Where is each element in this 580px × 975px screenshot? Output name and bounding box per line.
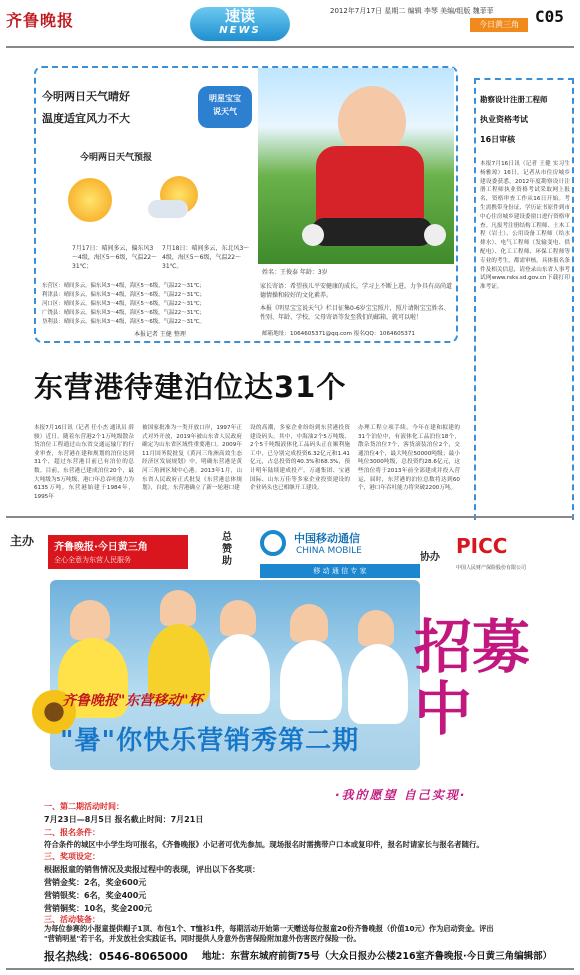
cm-english: CHINA MOBILE <box>296 546 362 556</box>
parent-words: 家长寄语：希望孩儿平安健康的成长，学习上不断上进，力争具有高尚道德情操和较好的文化素养。 <box>260 283 453 299</box>
baby-photo <box>258 68 454 264</box>
detail-line: 根据报童的销售情况及卖报过程中的表现，评出以下各奖项： <box>44 865 260 874</box>
call-for-photos: 本报《明星宝宝说天气》栏目征集0-6岁宝宝照片，照片请附宝宝姓名、性别、年龄、学校，父母寄语等发至我们的邮箱，就可以啦！ <box>260 305 450 321</box>
badge-line: 说天气 <box>213 107 237 116</box>
baby-foot <box>424 224 446 246</box>
sponsor-label: 总赞助 <box>222 532 232 567</box>
reporter-credit: 本报记者 王健 整理 <box>134 331 186 338</box>
host-logo-box <box>48 535 188 569</box>
child-figure <box>160 590 196 626</box>
article-column: 设的高潮，多家企业纷纷到东营港投资建设码头。其中，中海油2个5万吨级、2个5千吨级液体化工品码头正在顺利施工中，已分别完成投资6.32亿元和1.41亿元，占总投资的40.3%和68.3%，预计明年陆续建成投产。万通集团、宝港国际、山东万佳等多家企业投资建设的企业码头也已相继开工建设。 <box>250 425 350 492</box>
cm-slogan: 移 动 通 信 专 家 <box>260 564 420 578</box>
detail-heading: 二、报名条件： <box>44 828 100 837</box>
newspaper-logo: 齐鲁晚报 <box>6 11 75 30</box>
child-figure <box>220 600 256 636</box>
child-figure <box>348 644 408 724</box>
section-divider <box>6 516 574 518</box>
sidebar-title: 勘察设计注册工程师 <box>480 95 548 104</box>
equipment-details <box>44 915 574 944</box>
detail-line: 符合条件的城区中小学生均可报名，《齐鲁晚报》小记者可优先参加。现场报名时需携带户口本或复印件，报名时请家长与报名者随行。 <box>44 840 484 849</box>
contact-email: 邮箱地址：1064605371@qq.com 报名QQ：1064605371 <box>262 331 415 337</box>
weather-headline-1: 今明两日天气晴好 <box>42 90 130 103</box>
article-column: 办理工程立项手续。今年在建和拟建的31个泊位中，有液体化工品泊位18个，散杂货泊位7个，客货滚装泊位2个，交通泊位4个，最大吨位50000吨级；最小吨位3000吨级，总投资约28.6亿元，这些泊位将于2013年前全部建成并投入营运，届时，东营港的泊位总数将达到60个，港口年吞吐能力将突破2200万吨。 <box>358 425 460 492</box>
campaign-details <box>44 800 568 915</box>
article-column: 被国家批准为一类开放口岸，1997年正式对外开放，2019年被山东省人民政府确定为山东省区域性重要港口。2009年11月国务院批复《黄河三角洲高效生态经济区发展规划》中，明确东营港是黄河三角洲区域中心港。2013年1月，山东省人民政府正式批复《东营港总体规划》，自此，东营港确立了新一轮港口建 <box>142 425 242 492</box>
section-tag: 今日黄三角 <box>470 18 528 32</box>
host-slogan: 全心全意为东营人民服务 <box>54 556 131 564</box>
host-label: 主办 <box>10 534 35 548</box>
header-info: 2012年7月17日 星期二 编辑 李琴 美编/组版 魏菲菲 <box>330 7 494 15</box>
cm-name: 中国移动通信 <box>294 532 360 545</box>
detail-line: 7月23日—8月5日 报名截止时间：7月21日 <box>44 815 204 824</box>
china-mobile-logo <box>240 526 420 582</box>
header-divider <box>6 46 574 48</box>
detail-line: 营销金奖：2名，奖金600元 <box>44 878 147 887</box>
ad-footer <box>6 948 574 970</box>
recruiting-title: 招募中 <box>414 613 531 743</box>
detail-line: 营销银奖：6名，奖金400元 <box>44 891 147 900</box>
detail-heading: 三、活动装备： <box>44 915 100 924</box>
hotline: 报名热线：0546-8065000 <box>44 950 188 963</box>
cup-line: 齐鲁晚报"东营移动"杯 <box>62 693 203 709</box>
co-label: 协办 <box>420 552 440 563</box>
weather-headline-2: 温度适宜风力不大 <box>42 112 130 125</box>
sidebar-title: 16日审核 <box>480 135 516 144</box>
sun-icon <box>68 178 112 222</box>
article-headline: 东营港待建泊位达31个 <box>34 370 347 404</box>
city-forecast: 东营区：晴间多云，偏东风3～4级，海区5～6级，气温22～31℃； <box>42 283 205 289</box>
detail-line: 为每位参赛的小报童提供帽子1顶、布包1个、T恤衫1件，每期活动开始第一天赠送每位报童20份齐鲁晚报（价值10元）作为启动资金。评出 <box>44 924 494 933</box>
page-number: C05 <box>535 7 564 26</box>
city-forecast: 垦利县：晴间多云，偏东风3～4级，海区5～6级，气温22～31℃。 <box>42 319 205 325</box>
badge-line: 明星宝宝 <box>209 94 241 103</box>
china-mobile-icon <box>260 530 286 556</box>
detail-heading: 三、奖项设定： <box>44 852 100 861</box>
bottom-rule <box>6 968 574 970</box>
forecast-day1: 7月17日：晴间多云，偏东风3～4级，海区5～6级，气温22～31℃； <box>72 245 158 270</box>
city-forecast: 利津县：晴间多云，偏东风3～4级，海区5～6级，气温22～31℃； <box>42 292 205 298</box>
baby-legs <box>312 218 432 246</box>
banner-title: 速读 <box>224 7 255 25</box>
baby-foot <box>302 224 324 246</box>
banner-subtitle: NEWS <box>219 25 261 36</box>
picc-mark: PICC <box>456 534 508 558</box>
photo-caption: 姓名：王俊泰 年龄：3岁 <box>262 269 328 276</box>
child-figure <box>210 634 270 714</box>
cloud-icon <box>148 200 188 218</box>
child-figure <box>280 640 342 720</box>
city-forecast: 河口区：晴间多云，偏东风3～4级，海区5～6级，气温22～31℃； <box>42 301 205 307</box>
baby-body <box>316 146 424 228</box>
child-figure <box>358 610 394 646</box>
news-banner <box>190 7 290 41</box>
picc-name: 中国人民财产保险股份有限公司 <box>456 565 527 571</box>
child-figure <box>290 604 328 642</box>
campaign-slogan: ·我的愿望 自己实现· <box>335 788 467 802</box>
sidebar-body: 本报7月16日讯（记者 王健 实习生 杨雅琼）16日，记者从市住房城乡建设委获悉，2012年度勘察设计注册工程师执业资格考试采取网上报名，资格审查工作从16日开始。考生需携带身份证、学历证书原件到市中心住房城乡建设委窗口进行资格审查。凡报考注册结构工程师、土木工程（岩土）、公用设备工程师（给水排水）、电气工程师（发输变电、供配电）、化工工程师、环保工程师等专业的考生，都需审核。具体报名条件及相关信息，请登录山东省人事考试网www.rsks.sd.gov.cn下载打印准考证。 <box>480 161 570 291</box>
forecast-day2: 7月18日：晴间多云，东北风3～4级，海区5～6级，气温22～31℃。 <box>162 245 250 270</box>
detail-line: "营销明星"若干名，并发放社会实践证书。同时提供人身意外伤害保险附加意外伤害医疗保险一份。 <box>44 934 361 943</box>
address: 地址：东营东城府前街75号（大众日报办公楼216室齐鲁晚报·今日黄三角编辑部） <box>202 951 553 962</box>
city-forecast: 广饶县：晴间多云，偏东风3～4级，海区5～6级，气温22～31℃； <box>42 310 205 316</box>
star-baby-badge <box>198 86 252 128</box>
article-column: 本报7月16日讯（记者 任小杰 通讯员 薛骏）近日，随着东营港2个1万吨级散杂货泊位工程通过山东省交通运输厅的行业审查，东营港在建和规划的泊位达到31个，超过东营港目前已有泊位的总数。目前，东营港已建成泊位20个，最大吨级为5万吨级，港口年总吞吐能力为6135万吨。东营港始建于1984年，1995年 <box>34 425 134 500</box>
forecast-title: 今明两日天气预报 <box>80 153 153 163</box>
picc-logo <box>456 534 566 574</box>
detail-heading: 一、第二期活动时间： <box>44 802 124 811</box>
detail-line: 营销铜奖：10名，奖金200元 <box>44 904 152 913</box>
city-forecast-list <box>42 282 254 327</box>
campaign-title: "暑"你快乐营销秀第二期 <box>60 726 360 756</box>
host-name: 齐鲁晚报·今日黄三角 <box>54 542 148 553</box>
child-figure <box>70 600 110 640</box>
sidebar-title: 执业资格考试 <box>480 115 528 124</box>
